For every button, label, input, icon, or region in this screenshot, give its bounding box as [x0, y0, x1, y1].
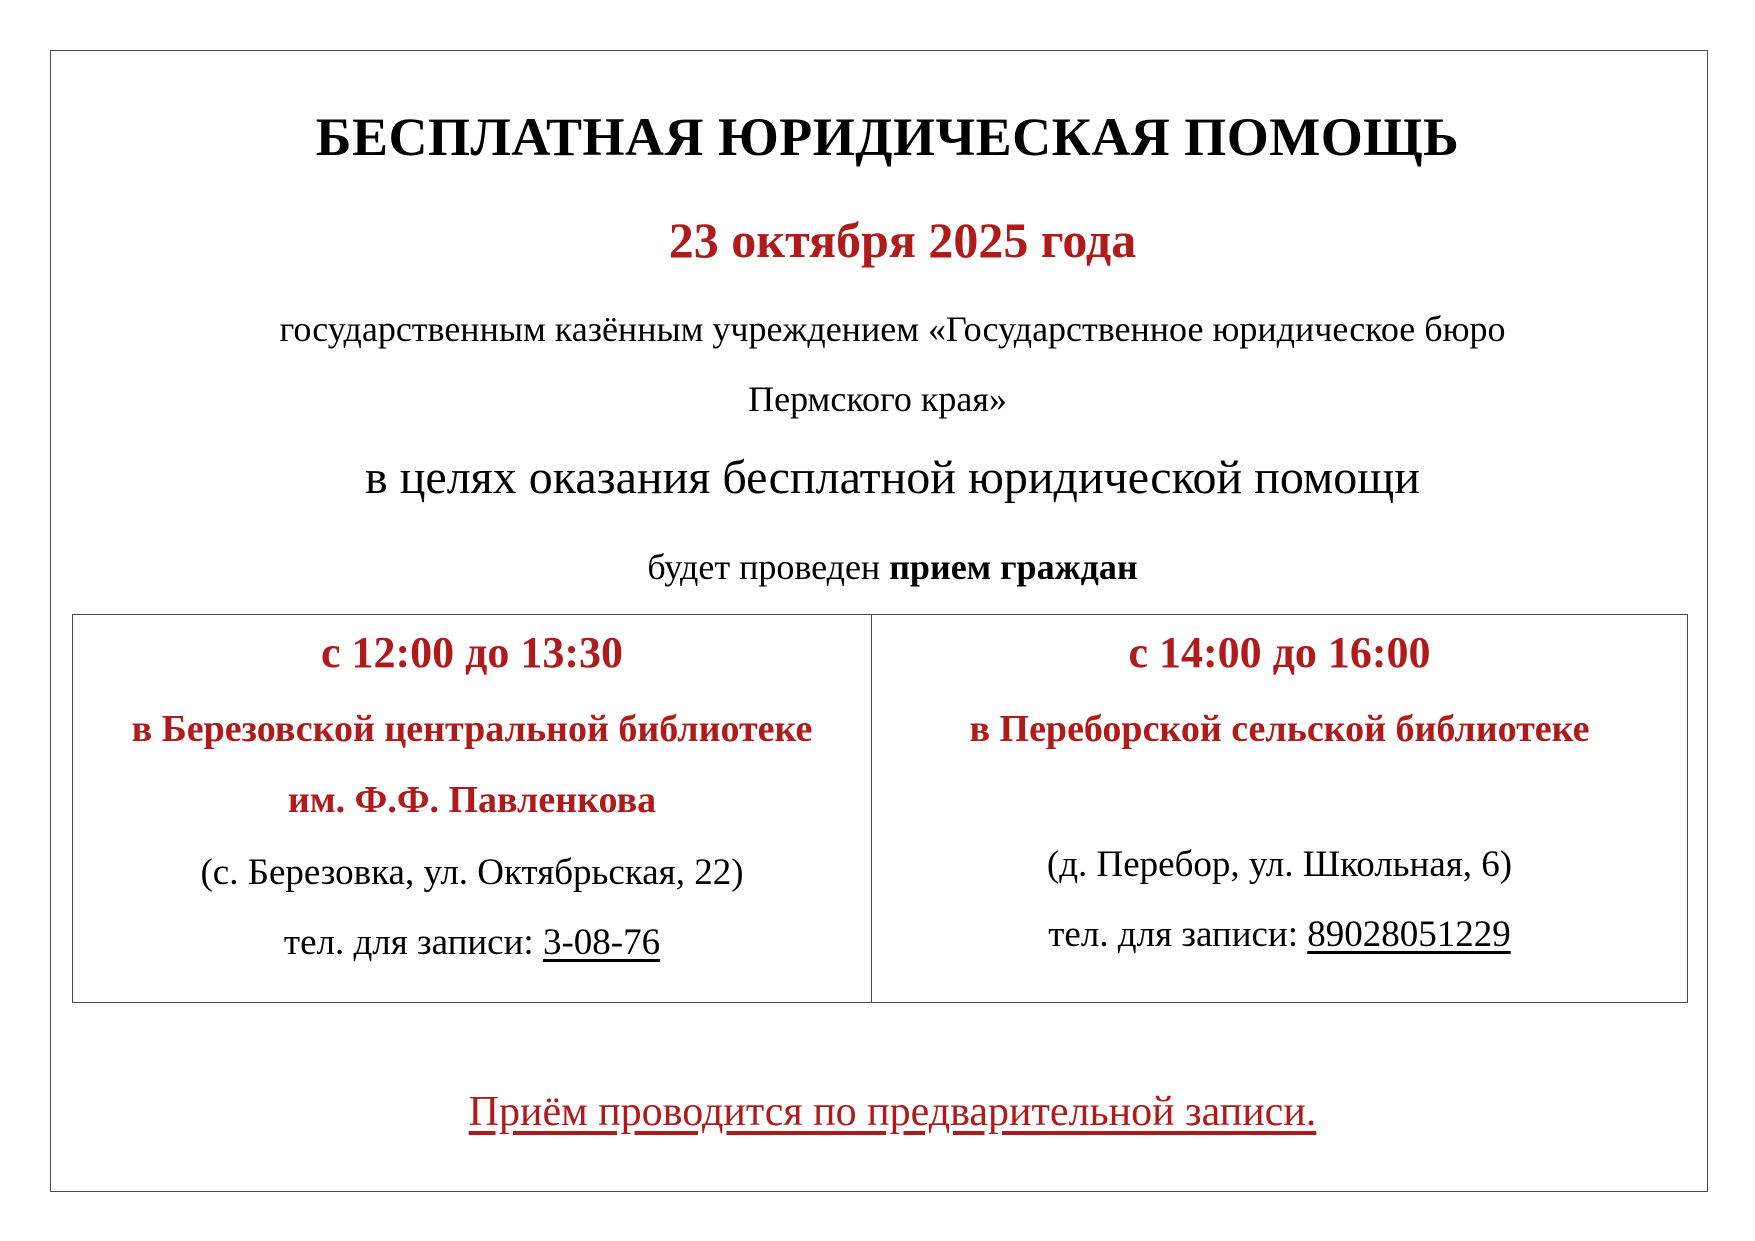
- organization-line-1: государственным казённым учреждением «Государственное юридическое бюро: [279, 309, 1506, 349]
- session-time: с 14:00 до 16:00: [1128, 628, 1431, 677]
- phone-number-link[interactable]: 3-08-76: [542, 922, 661, 963]
- phone-number-link[interactable]: 89028051229: [1307, 914, 1511, 955]
- session-address: (с. Березовка, ул. Октябрьская, 22): [200, 852, 744, 893]
- purpose-text: в целях оказания бесплатной юридической помощи: [365, 451, 1420, 504]
- phone-label: тел. для записи:: [1048, 914, 1308, 955]
- reception-bold: прием граждан: [889, 547, 1138, 587]
- session-phone-line: [73, 921, 871, 964]
- session-venue-line-1: в Березовской центральной библиотеке: [131, 708, 813, 750]
- session-time: с 12:00 до 13:30: [320, 628, 624, 677]
- session-cell-first: [73, 615, 872, 1002]
- session-address: (д. Перебор, ул. Школьная, 6): [1046, 844, 1513, 885]
- schedule-table: [72, 614, 1688, 1003]
- organization-line-2: Пермского края»: [748, 379, 1007, 419]
- phone-label: тел. для записи:: [283, 922, 543, 963]
- session-venue-line-1: в Переборской сельской библиотеке: [969, 708, 1590, 750]
- page-title: БЕСПЛАТНАЯ ЮРИДИЧЕСКАЯ ПОМОЩЬ: [315, 107, 1460, 167]
- reception-prefix: будет проведен: [647, 547, 890, 587]
- session-cell-second: [872, 615, 1687, 1002]
- reception-text: [0, 546, 1755, 588]
- session-venue-line-2: им. Ф.Ф. Павленкова: [287, 779, 657, 821]
- appointment-note: Приём проводится по предварительной записи.: [468, 1089, 1317, 1135]
- session-phone-line: [872, 913, 1687, 956]
- event-date: 23 октября 2025 года: [668, 212, 1137, 268]
